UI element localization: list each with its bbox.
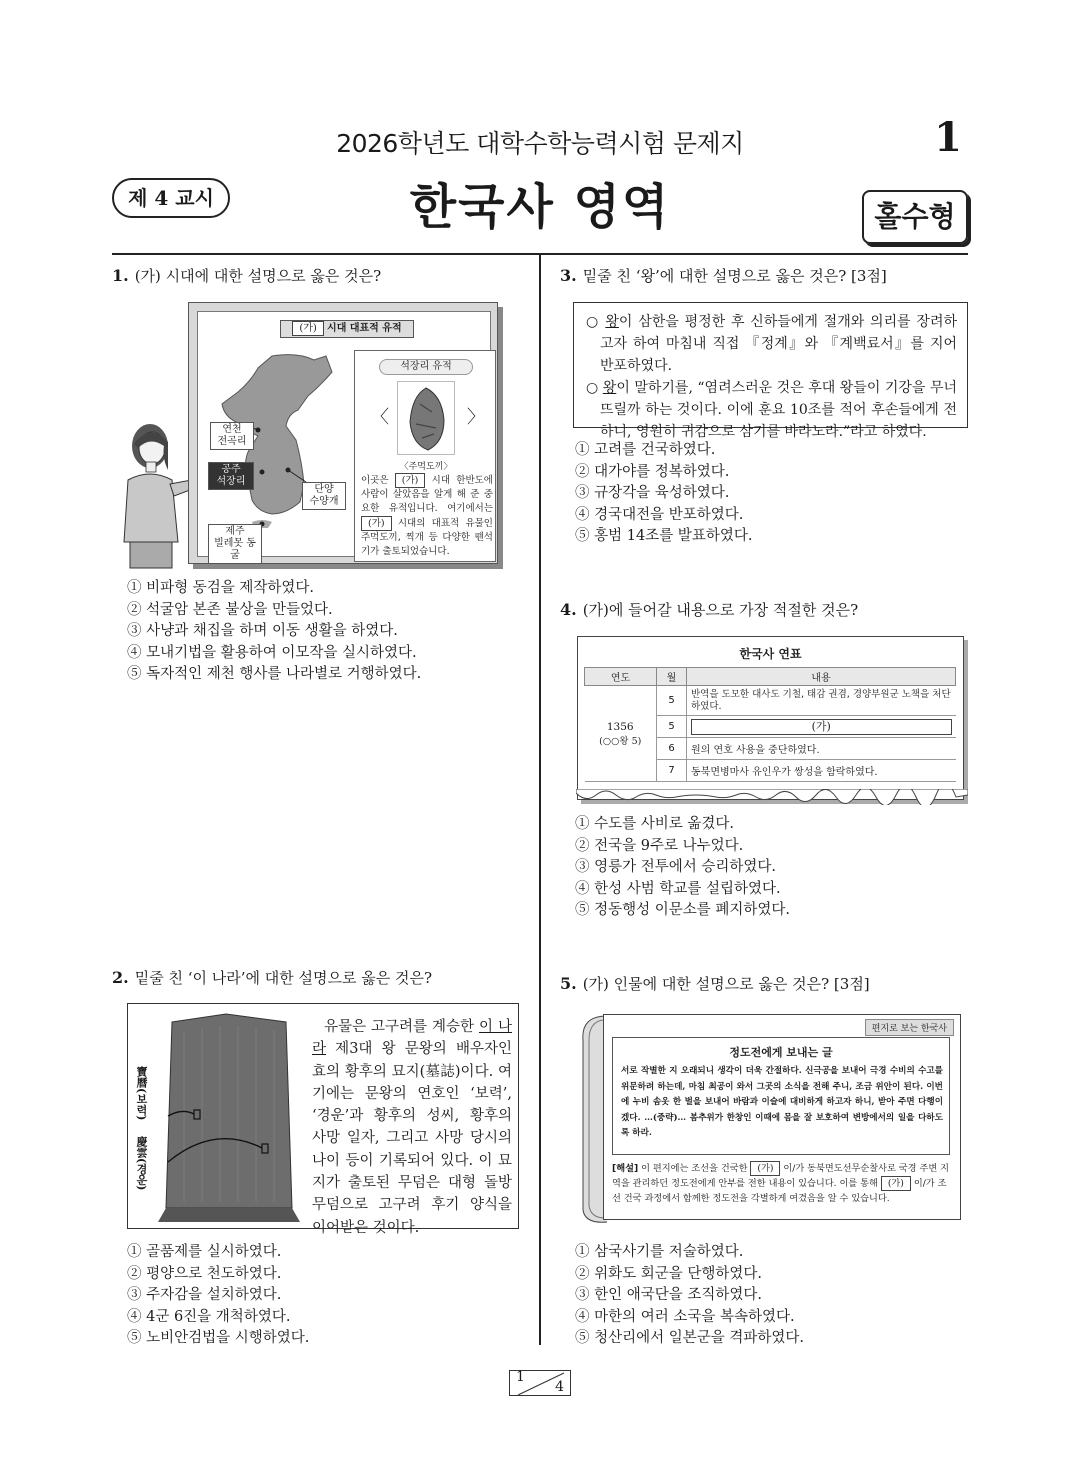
q5-exp-label: [해설]: [612, 1163, 639, 1174]
q4-year-cell: [585, 686, 657, 782]
q1-number: 1.: [112, 266, 129, 285]
q4-table-title: 한국사 연표: [739, 647, 802, 661]
q4-header-year: 연도: [585, 668, 657, 686]
stone-label-gyeongun: 慶雲(경운): [135, 1136, 148, 1191]
q5-number: 5.: [560, 974, 577, 993]
period-badge: 제 4 교시: [112, 178, 230, 218]
q4-options: [575, 814, 790, 922]
q3-para-1-bullet: ○: [586, 314, 606, 330]
map-label-yeoncheon: 연천 전곡리: [210, 422, 254, 450]
q5-exp-2: 이/가 동북면도선무순찰사로 국경 주변 지역을 관리하던 정도전에게 안부를 전한 내용이 있습니다. 이를 통해: [612, 1163, 950, 1189]
q1-option-1[interactable]: ① 비파형 동검을 제작하였다.: [127, 580, 315, 596]
q1-option-5[interactable]: ⑤ 독자적인 제천 행사를 나라별로 거행하였다.: [127, 666, 422, 682]
q4-timeline: [577, 636, 964, 800]
q5-exp-3: 이/가 조선 건국 과정에서 함께한 정도전을 각별하게 여겼음을 알 수 있습니다.: [612, 1178, 947, 1204]
q5-explanation: [612, 1161, 952, 1206]
q4-option-1[interactable]: ① 수도를 사비로 옮겼다.: [575, 816, 734, 832]
q1-option-4[interactable]: ④ 모내기법을 활용하여 이모작을 실시하였다.: [127, 644, 417, 661]
form-type-box: 홀수형: [862, 190, 968, 244]
q1-panel-text-1: 이곳은: [361, 475, 389, 486]
q2-option-5[interactable]: ⑤ 노비안검법을 시행하였다.: [127, 1330, 310, 1346]
q2-question: 밑줄 친 ‘이 나라’에 대한 설명으로 옳은 것은?: [134, 969, 432, 987]
q3-option-4[interactable]: ④ 경국대전을 반포하였다.: [575, 506, 744, 523]
q5-option-2[interactable]: ② 위화도 회군을 단행하였다.: [575, 1265, 763, 1282]
page-number: 1: [934, 114, 962, 161]
q5-letter-body: 서로 작별한 지 오래되니 생각이 더욱 간절하다. 신극공을 보내어 극경 수비의 수고를 위문하려 하는데, 마침 최공이 와서 그곳의 소식을 전해 주니, 조금 위안이 된다. 이번에 누비 솜옷 한 벌을 보내어 바람과 이슬에 대비하게 하고자 하니, 받아 주면 다행이겠다. …(중략)… 봄추위가 한창인 이때에 몸을 잘 보호하여 변방에서의 일을 다하도록 하라.: [621, 1066, 943, 1138]
epitaph-stone-image: [154, 1012, 304, 1224]
q3-source-box: [573, 302, 968, 440]
q3-heading: [560, 266, 887, 286]
q5-figure: [577, 1010, 964, 1228]
q5-letter-page: [603, 1014, 961, 1220]
column-divider: [539, 255, 541, 1345]
q1-option-2[interactable]: ② 석굴암 본존 불상을 만들었다.: [127, 601, 333, 618]
artifact-caption: 〈주먹도끼〉: [399, 462, 453, 472]
q3-option-2[interactable]: ② 대가야를 정복하였다.: [575, 463, 730, 480]
footer-total-pages: 4: [555, 1379, 564, 1395]
q4-month-4: 7: [657, 760, 687, 782]
table-row: [585, 686, 956, 716]
q2-passage-post: 제3대 왕 문왕의 배우자인 효의 황후의 묘지(墓誌)이다. 여기에는 문왕의 연호인 ‘보력’, ‘경운’과 황후의 성씨, 황후의 사망 일자, 그리고 사망 당시의 나이 등이 기록되어 있다. 이 묘지가 출토된 무덤은 대형 돌방무덤으로 고구려 후기 양식을 이어받은 것이다.: [312, 1041, 512, 1236]
q4-number: 4.: [560, 600, 577, 619]
q3-para-1-king: 왕: [605, 314, 619, 330]
q3-para-2-bullet: ○: [586, 380, 603, 396]
footer-page-indicator: [509, 1370, 571, 1396]
q3-para-2: [586, 377, 957, 443]
q3-question: 밑줄 친 ‘왕’에 대한 설명으로 옳은 것은? [3점]: [582, 267, 887, 285]
q5-letter-title: 정도전에게 보내는 글: [729, 1046, 833, 1059]
q4-blank-ga: (가): [691, 719, 952, 735]
q3-option-5[interactable]: ⑤ 홍범 14조를 발표하였다.: [575, 528, 753, 544]
q3-number: 3.: [560, 266, 577, 285]
q4-month-2: 5: [657, 716, 687, 738]
q4-table: [584, 667, 956, 782]
q4-header-month: 월: [657, 668, 687, 686]
q4-option-2[interactable]: ② 전국을 9주로 나누었다.: [575, 837, 744, 854]
q5-letter-box: [612, 1037, 950, 1155]
q5-exp-1: 이 편지에는 조선을 건국한: [641, 1163, 748, 1174]
q5-exp-box-1: (가): [750, 1161, 780, 1176]
torn-edge: [576, 789, 968, 805]
hand-axe-image: [397, 381, 455, 455]
q5-tag: 편지로 보는 한국사: [865, 1019, 954, 1036]
q2-heading: [112, 968, 432, 988]
exam-title: 2026학년도 대학수학능력시험 문제지: [336, 129, 744, 158]
q2-options: [127, 1242, 309, 1350]
nav-right-icon[interactable]: 〉: [467, 407, 485, 428]
q1-panel-title: 석장리 유적: [379, 359, 473, 375]
q1-panel-text: [361, 473, 493, 559]
q1-panel-box-1: (가): [395, 473, 426, 488]
q5-option-3[interactable]: ③ 한인 애국단을 조직하였다.: [575, 1287, 763, 1303]
footer-current-page: 1: [516, 1369, 525, 1385]
q5-options: [575, 1242, 804, 1350]
q3-para-2-king: 왕: [602, 380, 617, 396]
stone-label-boryeok: 寶曆(보력): [135, 1066, 148, 1121]
q2-passage: [312, 1016, 512, 1239]
q2-option-2[interactable]: ② 평양으로 천도하였다.: [127, 1265, 282, 1282]
q3-para-1-text: 이 삼한을 평정한 후 신하들에게 절개와 의리를 장려하고자 하여 마침내 직접 『정계』와 『계백료서』를 지어 반포하였다.: [600, 314, 957, 374]
q1-panel-text-3: 시대의 대표적 유물인 주먹도끼, 찍개 등 다양한 뗀석기가 출토되었습니다.: [361, 518, 493, 557]
q1-info-panel: [354, 350, 496, 562]
q3-options: [575, 440, 752, 548]
q5-option-1[interactable]: ① 삼국사기를 저술하였다.: [575, 1244, 744, 1260]
q4-content-4: 동북면병마사 유인우가 쌍성을 함락하였다.: [687, 760, 956, 782]
q4-option-3[interactable]: ③ 영릉가 전투에서 승리하였다.: [575, 859, 777, 875]
nav-left-icon[interactable]: 〈: [371, 407, 389, 428]
q2-passage-pre: 유물은 고구려를 계승한: [324, 1019, 479, 1035]
q3-para-1: [586, 311, 957, 377]
q1-banner: [280, 320, 414, 338]
korea-map: [202, 352, 356, 552]
q5-exp-box-2: (가): [881, 1176, 911, 1191]
q4-month-3: 6: [657, 738, 687, 760]
subject-title: 한국사 영역: [409, 179, 671, 235]
map-label-danyang: 단양 수양개: [302, 482, 346, 510]
q5-heading: [560, 974, 870, 994]
q2-option-4[interactable]: ④ 4군 6진을 개척하였다.: [127, 1308, 291, 1325]
q4-year-sub: (○○왕 5): [599, 735, 642, 747]
q1-heading: [112, 266, 381, 286]
q2-option-3[interactable]: ③ 주자감을 설치하였다.: [127, 1287, 282, 1303]
q2-number: 2.: [112, 968, 129, 987]
q2-option-1[interactable]: ① 골품제를 실시하였다.: [127, 1244, 282, 1260]
q2-underlined-term: 이 나라: [312, 1019, 512, 1058]
q1-banner-text: 시대 대표적 유적: [327, 323, 402, 334]
q4-option-5[interactable]: ⑤ 정동행성 이문소를 폐지하였다.: [575, 902, 791, 918]
q4-year: 1356: [606, 720, 634, 733]
q4-content-3: 원의 연호 사용을 중단하였다.: [687, 738, 956, 760]
q1-question: (가) 시대에 대한 설명으로 옳은 것은?: [134, 267, 382, 285]
q1-banner-box: (가): [292, 321, 323, 336]
q4-heading: [560, 600, 858, 620]
q3-option-1[interactable]: ① 고려를 건국하였다.: [575, 442, 716, 458]
q1-option-3[interactable]: ③ 사냥과 채집을 하며 이동 생활을 하였다.: [127, 623, 398, 639]
q1-panel-text-2: 시대 한반도에 사람이 살았음을 알게 해 준 중요한 유적입니다. 여기에서는: [361, 475, 493, 514]
map-label-gongju: 공주 석장리: [208, 462, 254, 490]
q4-content-2-cell: [687, 716, 956, 738]
q4-header-content: 내용: [687, 668, 956, 686]
q4-content-1: 반역을 도모한 대사도 기철, 태감 권겸, 경양부원군 노책을 처단하였다.: [687, 686, 956, 716]
q5-option-4[interactable]: ④ 마한의 여러 소국을 복속하였다.: [575, 1308, 795, 1325]
q4-month-1: 5: [657, 686, 687, 716]
q3-para-2-text: 이 말하기를, “염려스러운 것은 후대 왕들이 기강을 무너뜨릴까 하는 것이다. 이에 훈요 10조를 적어 후손들에게 전하니, 영원히 귀감으로 삼기를 바라노라.”라고 하였다.: [600, 380, 957, 440]
q2-figure: [127, 1003, 519, 1236]
map-label-jeju: 제주 빌레못 동굴: [208, 524, 262, 564]
q4-option-4[interactable]: ④ 한성 사범 학교를 설립하였다.: [575, 880, 781, 897]
q5-option-5[interactable]: ⑤ 청산리에서 일본군을 격파하였다.: [575, 1330, 805, 1346]
q3-option-3[interactable]: ③ 규장각을 육성하였다.: [575, 485, 730, 501]
q5-question: (가) 인물에 대한 설명으로 옳은 것은? [3점]: [582, 975, 870, 993]
q1-figure: [188, 302, 498, 564]
q1-panel-box-2: (가): [361, 516, 392, 531]
q1-options: [127, 578, 421, 686]
q4-question: (가)에 들어갈 내용으로 가장 적절한 것은?: [582, 601, 859, 619]
